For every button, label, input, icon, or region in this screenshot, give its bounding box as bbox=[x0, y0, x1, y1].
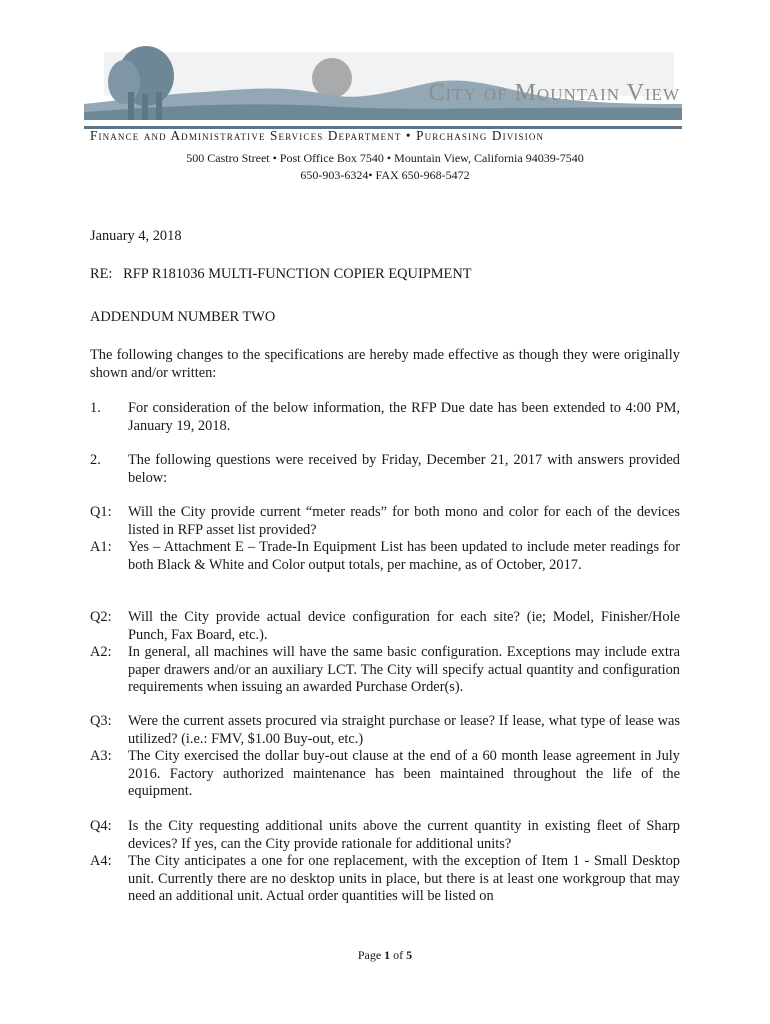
qa-text: Will the City provide current “meter reads” for both mono and color for each of the devices listed in RFP asset list provided? bbox=[128, 504, 680, 538]
list-item bbox=[90, 452, 680, 487]
question-item bbox=[90, 609, 680, 644]
qa-label: Q3: bbox=[90, 713, 112, 729]
qa-text: The City exercised the dollar buy-out clause at the end of a 60 month lease agreement in July 2016. Factory authorized maintenance has been maintained throughout the life of the equipment. bbox=[128, 748, 680, 799]
qa-text: The City anticipates a one for one replacement, with the exception of Item 1 - Small Desktop unit. Currently there are no desktop units in place, but there is at least one workgroup that may need an additional unit. Actual order quantities will be listed on bbox=[128, 853, 680, 904]
phone-line: 650-903-6324• FAX 650-968-5472 bbox=[300, 168, 470, 182]
qa-text: Will the City provide actual device configuration for each site? (ie; Model, Finisher/Hole Punch, Fax Board, etc.). bbox=[128, 609, 680, 643]
qa-label: A4: bbox=[90, 853, 112, 869]
answer-item bbox=[90, 748, 680, 801]
question-item bbox=[90, 713, 680, 748]
intro-paragraph: The following changes to the specifications are hereby made effective as though they were originally shown and/or written: bbox=[90, 347, 680, 381]
address-line: 500 Castro Street • Post Office Box 7540 • Mountain View, California 94039-7540 bbox=[186, 151, 584, 165]
qa-text: Is the City requesting additional units above the current quantity in existing fleet of Sharp devices? If yes, can the City provide rationale for additional units? bbox=[128, 818, 680, 852]
page-current: 1 bbox=[384, 948, 391, 962]
item-label: 2. bbox=[90, 452, 101, 468]
qa-text: Were the current assets procured via straight purchase or lease? If lease, what type of lease was utilized? (i.e.: FMV, $1.00 Buy-out, etc.) bbox=[128, 713, 680, 747]
item-text: The following questions were received by Friday, December 21, 2017 with answers provided below: bbox=[128, 452, 680, 486]
answer-item bbox=[90, 853, 680, 906]
city-name: City of Mountain View bbox=[428, 80, 680, 106]
page-total: 5 bbox=[406, 948, 413, 962]
question-item bbox=[90, 818, 680, 853]
qa-label: A3: bbox=[90, 748, 112, 764]
of-word: of bbox=[393, 948, 404, 962]
page-word: Page bbox=[357, 948, 382, 962]
qa-label: Q1: bbox=[90, 504, 112, 520]
re-line: RE: RFP R181036 MULTI-FUNCTION COPIER EQUIPMENT bbox=[90, 266, 472, 282]
item-text: For consideration of the below information, the RFP Due date has been extended to 4:00 PM, January 19, 2018. bbox=[128, 400, 680, 434]
answer-item bbox=[90, 539, 680, 574]
list-item bbox=[90, 400, 680, 435]
item-label: 1. bbox=[90, 400, 101, 416]
letter-date: January 4, 2018 bbox=[90, 228, 182, 244]
department-line: Finance and Administrative Services Department • Purchasing Division bbox=[90, 128, 545, 143]
addendum-title: ADDENDUM NUMBER TWO bbox=[90, 309, 276, 325]
page-footer bbox=[0, 948, 770, 963]
qa-label: Q4: bbox=[90, 818, 112, 834]
question-item bbox=[90, 504, 680, 539]
qa-label: A1: bbox=[90, 539, 112, 555]
answer-item bbox=[90, 644, 680, 697]
qa-label: A2: bbox=[90, 644, 112, 660]
qa-text: In general, all machines will have the same basic configuration. Exceptions may include extra paper drawers and/or an auxiliary LCT. The City will specify actual quantity and configuration requirements when issuing an awarded Purchase Order(s). bbox=[128, 644, 680, 695]
qa-text: Yes – Attachment E – Trade-In Equipment List has been updated to include meter readings for both Black & White and Color output totals, per machine, as of October, 2017. bbox=[128, 539, 680, 573]
qa-label: Q2: bbox=[90, 609, 112, 625]
